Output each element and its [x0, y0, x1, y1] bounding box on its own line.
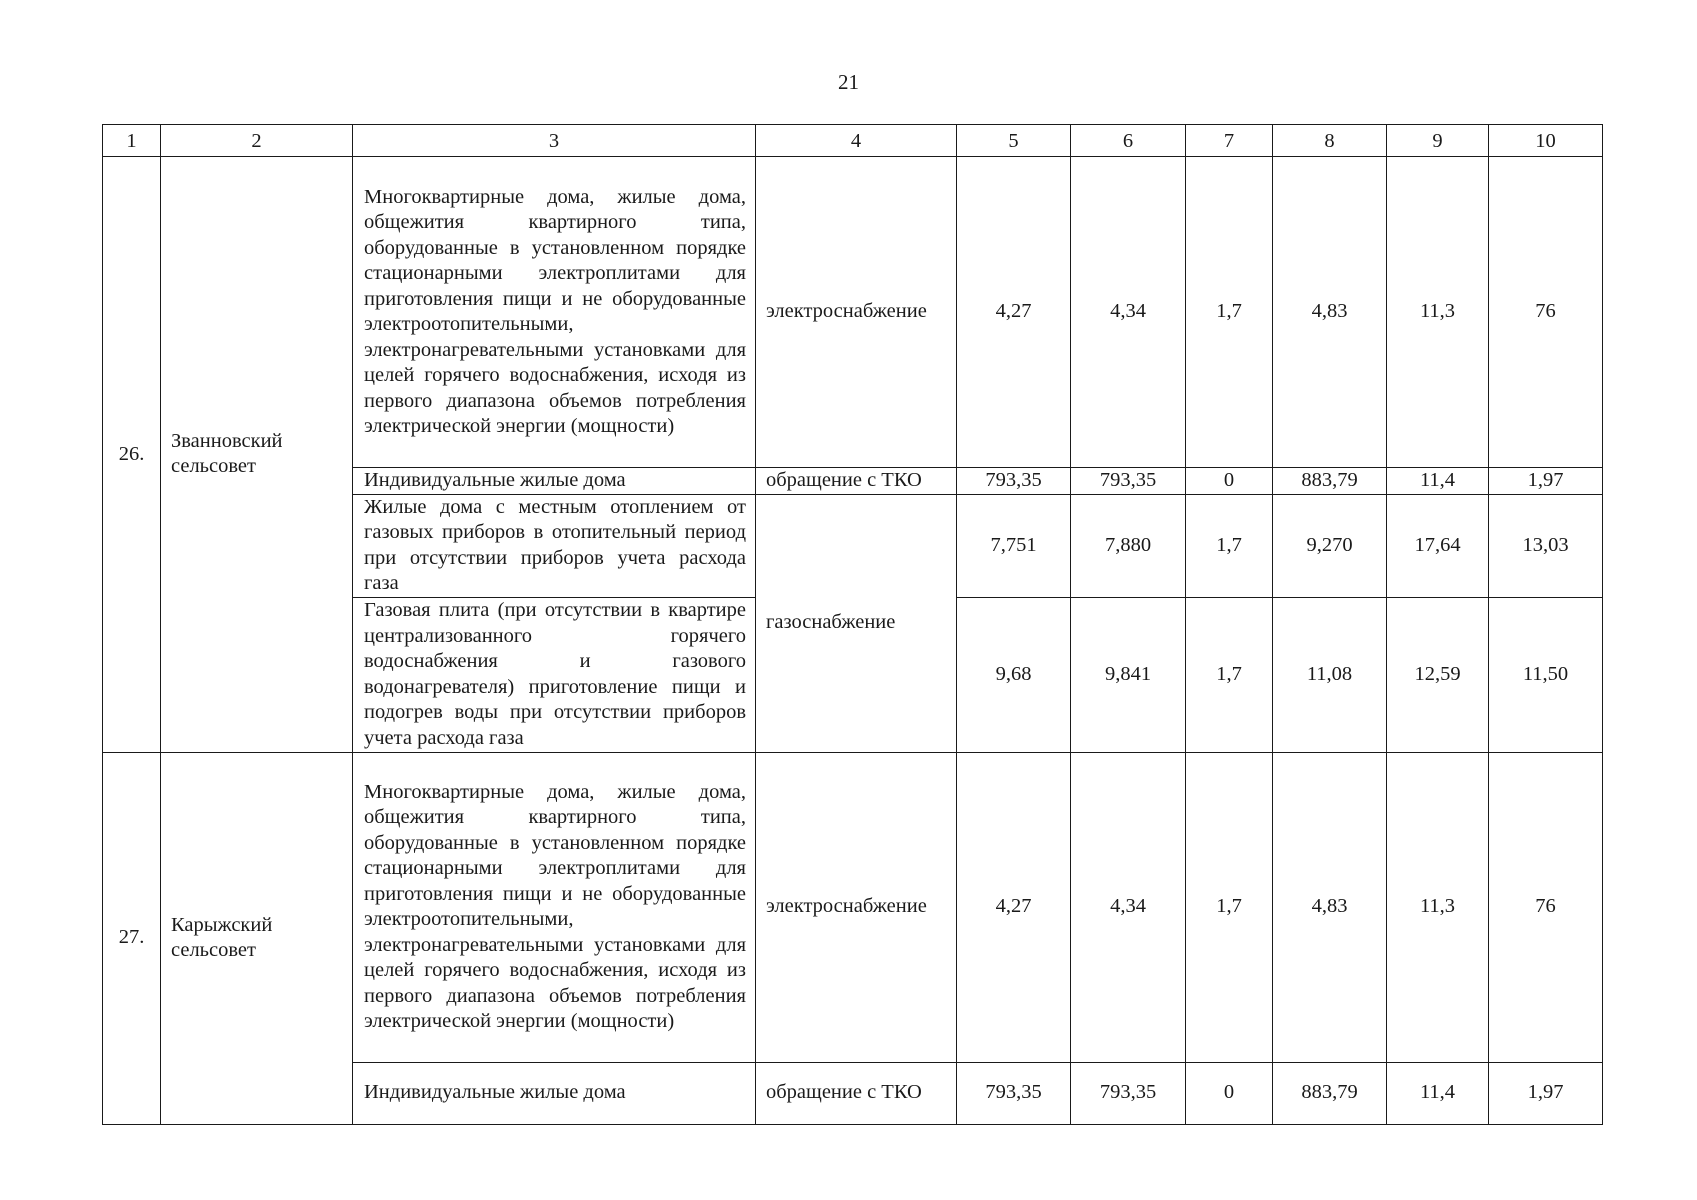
header-cell: 2	[161, 125, 353, 157]
value-cell: 1,97	[1489, 1062, 1603, 1124]
row-number: 26.	[103, 157, 161, 753]
consumer-category: Газовая плита (при отсутствии в квартире централизованного горячего водоснабжения и газового водонагревателя) приготовление пищи и подогрев воды при отсутствии приборов учета расхода газа	[353, 597, 756, 752]
header-cell: 4	[756, 125, 957, 157]
value-cell: 793,35	[957, 468, 1071, 495]
value-cell: 12,59	[1387, 597, 1489, 752]
value-cell: 4,27	[957, 157, 1071, 468]
value-cell: 1,97	[1489, 468, 1603, 495]
value-cell: 883,79	[1273, 1062, 1387, 1124]
header-cell: 7	[1186, 125, 1273, 157]
value-cell: 11,4	[1387, 1062, 1489, 1124]
value-cell: 7,880	[1071, 494, 1186, 597]
value-cell: 76	[1489, 752, 1603, 1062]
utility-service: электроснабжение	[756, 752, 957, 1062]
value-cell: 4,83	[1273, 157, 1387, 468]
value-cell: 0	[1186, 468, 1273, 495]
header-cell: 1	[103, 125, 161, 157]
value-cell: 1,7	[1186, 494, 1273, 597]
value-cell: 4,34	[1071, 157, 1186, 468]
header-cell: 9	[1387, 125, 1489, 157]
header-cell: 10	[1489, 125, 1603, 157]
value-cell: 9,841	[1071, 597, 1186, 752]
value-cell: 7,751	[957, 494, 1071, 597]
value-cell: 1,7	[1186, 597, 1273, 752]
settlement-name: Званновский сельсовет	[161, 157, 353, 753]
value-cell: 11,4	[1387, 468, 1489, 495]
value-cell: 1,7	[1186, 752, 1273, 1062]
value-cell: 793,35	[1071, 468, 1186, 495]
value-cell: 1,7	[1186, 157, 1273, 468]
header-cell: 5	[957, 125, 1071, 157]
value-cell: 9,68	[957, 597, 1071, 752]
row-number: 27.	[103, 752, 161, 1124]
utility-service: обращение с ТКО	[756, 468, 957, 495]
value-cell: 13,03	[1489, 494, 1603, 597]
tariff-table	[102, 124, 1603, 1125]
value-cell: 4,34	[1071, 752, 1186, 1062]
value-cell: 76	[1489, 157, 1603, 468]
value-cell: 0	[1186, 1062, 1273, 1124]
header-row	[103, 125, 1603, 157]
utility-service: газоснабжение	[756, 494, 957, 752]
value-cell: 11,50	[1489, 597, 1603, 752]
table-row	[103, 157, 1603, 468]
value-cell: 11,3	[1387, 157, 1489, 468]
table-row	[103, 752, 1603, 1062]
utility-service: электроснабжение	[756, 157, 957, 468]
value-cell: 11,3	[1387, 752, 1489, 1062]
settlement-name: Карыжский сельсовет	[161, 752, 353, 1124]
consumer-category: Многоквартирные дома, жилые дома, общежития квартирного типа, оборудованные в установленном порядке стационарными электроплитами для приготовления пищи и не оборудованные электроотопительными, электронагревательными установками для целей горячего водоснабжения, исходя из первого диапазона объемов потребления электрической энергии (мощности)	[353, 157, 756, 468]
value-cell: 793,35	[957, 1062, 1071, 1124]
header-cell: 8	[1273, 125, 1387, 157]
page-number: 21	[838, 70, 859, 94]
consumer-category: Индивидуальные жилые дома	[353, 1062, 756, 1124]
value-cell: 4,83	[1273, 752, 1387, 1062]
value-cell: 4,27	[957, 752, 1071, 1062]
consumer-category: Жилые дома с местным отоплением от газовых приборов в отопительный период при отсутствии приборов учета расхода газа	[353, 494, 756, 597]
header-cell: 6	[1071, 125, 1186, 157]
header-cell: 3	[353, 125, 756, 157]
value-cell: 17,64	[1387, 494, 1489, 597]
consumer-category: Индивидуальные жилые дома	[353, 468, 756, 495]
utility-service: обращение с ТКО	[756, 1062, 957, 1124]
value-cell: 11,08	[1273, 597, 1387, 752]
value-cell: 793,35	[1071, 1062, 1186, 1124]
consumer-category: Многоквартирные дома, жилые дома, общежития квартирного типа, оборудованные в установленном порядке стационарными электроплитами для приготовления пищи и не оборудованные электроотопительными, электронагревательными установками для целей горячего водоснабжения, исходя из первого диапазона объемов потребления электрической энергии (мощности)	[353, 752, 756, 1062]
value-cell: 9,270	[1273, 494, 1387, 597]
value-cell: 883,79	[1273, 468, 1387, 495]
